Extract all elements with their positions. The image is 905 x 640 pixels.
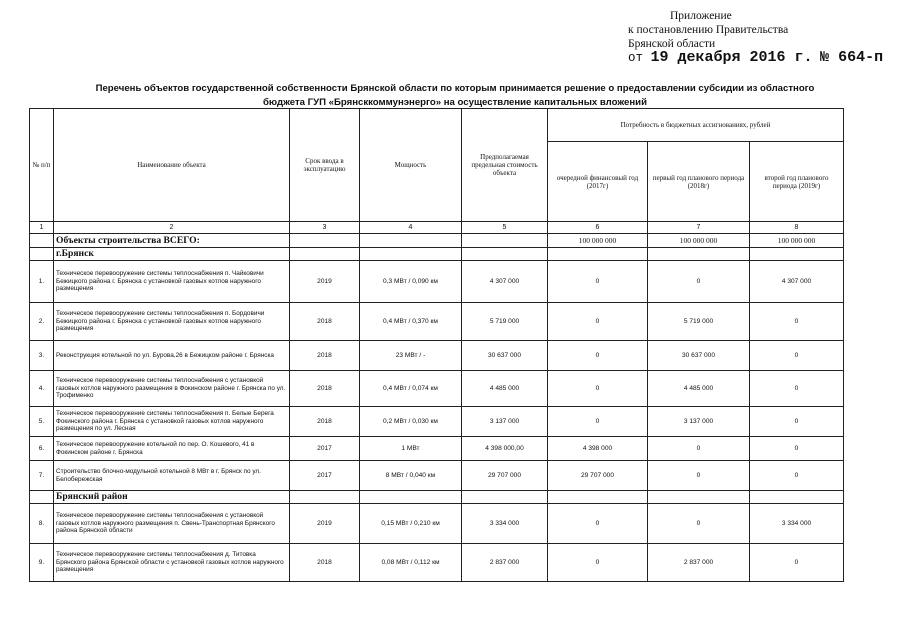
need-2017: 0 [548, 504, 648, 544]
object-name: Техническое перевооружение системы теплоснабжения с установкой газовых котлов наружного размещения п. Свень-Транспортная Брянского района Брянской области [54, 504, 290, 544]
capacity: 23 МВт / - [360, 341, 462, 371]
appendix-date: 19 декабря 2016 г. [650, 49, 813, 66]
column-number: 5 [462, 222, 548, 234]
need-2018: 0 [648, 437, 750, 461]
need-2018: 0 [648, 461, 750, 491]
object-name: Техническое перевооружение системы теплоснабжения д. Титовка Брянского района Брянской области с установкой газовых котлов наружного размещения [54, 544, 290, 582]
estimated-cost: 2 837 000 [462, 544, 548, 582]
table-row [30, 371, 844, 407]
section-bryansk-district [30, 491, 844, 582]
section-bryansk [30, 248, 844, 491]
column-number: 8 [750, 222, 844, 234]
estimated-cost: 4 485 000 [462, 371, 548, 407]
need-2018: 4 485 000 [648, 371, 750, 407]
table-row [30, 407, 844, 437]
header-year-2019: второй год планового периода (2019г) [750, 142, 844, 222]
section-label: г.Брянск [54, 248, 290, 261]
need-2019: 4 307 000 [750, 261, 844, 303]
need-2017: 0 [548, 303, 648, 341]
estimated-cost: 5 719 000 [462, 303, 548, 341]
estimated-cost: 4 398 000,00 [462, 437, 548, 461]
table-row [30, 303, 844, 341]
row-number: 4. [30, 371, 54, 407]
need-2019: 0 [750, 407, 844, 437]
header-number: № п/п [30, 109, 54, 222]
table-row [30, 504, 844, 544]
header-estimated-cost: Предполагаемая предельная стоимость объекта [462, 109, 548, 222]
capacity: 0,3 МВт / 0,090 км [360, 261, 462, 303]
row-number: 8. [30, 504, 54, 544]
table-row [30, 341, 844, 371]
estimated-cost: 4 307 000 [462, 261, 548, 303]
appendix-title: Приложение [670, 10, 732, 22]
estimated-cost: 3 334 000 [462, 504, 548, 544]
appendix-date-line [628, 51, 898, 65]
total-row [30, 234, 844, 248]
total-2018: 100 000 000 [648, 234, 750, 248]
need-2019: 0 [750, 461, 844, 491]
object-name: Техническое перевооружение системы теплоснабжения п. Белые Берега Фокинского района г. Брянска с установкой газовых котлов наружного размещения по ул. Лесная [54, 407, 290, 437]
object-name: Строительство блочно-модульной котельной 8 МВт в г. Брянск по ул. Белобережская [54, 461, 290, 491]
commission-year: 2018 [290, 544, 360, 582]
document-title [40, 82, 870, 110]
need-2017: 0 [548, 261, 648, 303]
capacity: 1 МВт [360, 437, 462, 461]
capacity: 0,15 МВт / 0,210 км [360, 504, 462, 544]
header-capacity: Мощность [360, 109, 462, 222]
objects-table [29, 108, 844, 582]
column-number: 6 [548, 222, 648, 234]
need-2018: 2 837 000 [648, 544, 750, 582]
need-2018: 3 137 000 [648, 407, 750, 437]
table-row [30, 437, 844, 461]
need-2019: 0 [750, 371, 844, 407]
commission-year: 2019 [290, 504, 360, 544]
row-number: 9. [30, 544, 54, 582]
header-commission-term: Срок ввода в эксплуатацию [290, 109, 360, 222]
commission-year: 2018 [290, 371, 360, 407]
column-number: 2 [54, 222, 290, 234]
table-row [30, 261, 844, 303]
commission-year: 2018 [290, 303, 360, 341]
column-number: 3 [290, 222, 360, 234]
header-budget-need: Потребность в бюджетных ассигнованиях, рублей [548, 109, 844, 142]
object-name: Реконструкция котельной по ул. Бурова,26 в Бежицком районе г. Брянска [54, 341, 290, 371]
need-2019: 0 [750, 303, 844, 341]
commission-year: 2018 [290, 341, 360, 371]
row-number: 7. [30, 461, 54, 491]
capacity: 8 МВт / 0,040 км [360, 461, 462, 491]
appendix-region: Брянской области [628, 38, 716, 50]
need-2018: 0 [648, 261, 750, 303]
commission-year: 2019 [290, 261, 360, 303]
estimated-cost: 30 637 000 [462, 341, 548, 371]
table-row [30, 544, 844, 582]
capacity: 0,4 МВт / 0,370 км [360, 303, 462, 341]
need-2017: 0 [548, 407, 648, 437]
column-number: 4 [360, 222, 462, 234]
object-name: Техническое перевооружение системы теплоснабжения с установкой газовых котлов наружного размещения в Фокинском районе г. Брянска по ул. Трофименко [54, 371, 290, 407]
total-2019: 100 000 000 [750, 234, 844, 248]
object-name: Техническое перевооружение системы теплоснабжения п. Бордовичи Бежицкого района г. Брянска с установкой газовых котлов наружного размещения [54, 303, 290, 341]
need-2018: 5 719 000 [648, 303, 750, 341]
section-header-row [30, 248, 844, 261]
appendix-number: № 664-п [820, 49, 884, 66]
need-2019: 0 [750, 341, 844, 371]
need-2017: 0 [548, 544, 648, 582]
object-name: Техническое перевооружение системы теплоснабжения п. Чайковичи Бежицкого района г. Брянска с установкой газовых котлов наружного размещения [54, 261, 290, 303]
row-number: 6. [30, 437, 54, 461]
capacity: 0,08 МВт / 0,112 км [360, 544, 462, 582]
need-2018: 0 [648, 504, 750, 544]
header-year-2018: первый год планового периода (2018г) [648, 142, 750, 222]
commission-year: 2018 [290, 407, 360, 437]
commission-year: 2017 [290, 461, 360, 491]
estimated-cost: 29 707 000 [462, 461, 548, 491]
table-row [30, 461, 844, 491]
need-2018: 30 637 000 [648, 341, 750, 371]
need-2017: 4 398 000 [548, 437, 648, 461]
column-numbers-row [30, 222, 844, 234]
need-2017: 0 [548, 341, 648, 371]
section-header-row [30, 491, 844, 504]
row-number: 1. [30, 261, 54, 303]
header-year-2017: очередной финансовый год (2017г) [548, 142, 648, 222]
need-2019: 3 334 000 [750, 504, 844, 544]
row-number: 3. [30, 341, 54, 371]
section-label: Брянский район [54, 491, 290, 504]
appendix-block [628, 9, 898, 65]
capacity: 0,2 МВт / 0,030 км [360, 407, 462, 437]
need-2017: 29 707 000 [548, 461, 648, 491]
capacity: 0,4 МВт / 0,074 км [360, 371, 462, 407]
total-2017: 100 000 000 [548, 234, 648, 248]
column-number: 1 [30, 222, 54, 234]
object-name: Техническое перевооружение котельной по пер. О. Кошевого, 41 в Фокинском районе г. Брянска [54, 437, 290, 461]
document-title-line-1: Перечень объектов государственной собственности Брянской области по которым принимается решение о предоставлении субсидии из областного [95, 83, 815, 94]
column-number: 7 [648, 222, 750, 234]
header-object-name: Наименование объекта [54, 109, 290, 222]
row-number: 2. [30, 303, 54, 341]
total-label: Объекты строительства ВСЕГО: [54, 234, 290, 248]
need-2017: 0 [548, 371, 648, 407]
commission-year: 2017 [290, 437, 360, 461]
need-2019: 0 [750, 437, 844, 461]
row-number: 5. [30, 407, 54, 437]
document-title-line-2: бюджета ГУП «Брянсккоммунэнерго» на осуществление капитальных вложений [263, 97, 647, 108]
appendix-decree: к постановлению Правительства [628, 24, 789, 36]
estimated-cost: 3 137 000 [462, 407, 548, 437]
need-2019: 0 [750, 544, 844, 582]
appendix-date-prefix: от [628, 51, 644, 65]
